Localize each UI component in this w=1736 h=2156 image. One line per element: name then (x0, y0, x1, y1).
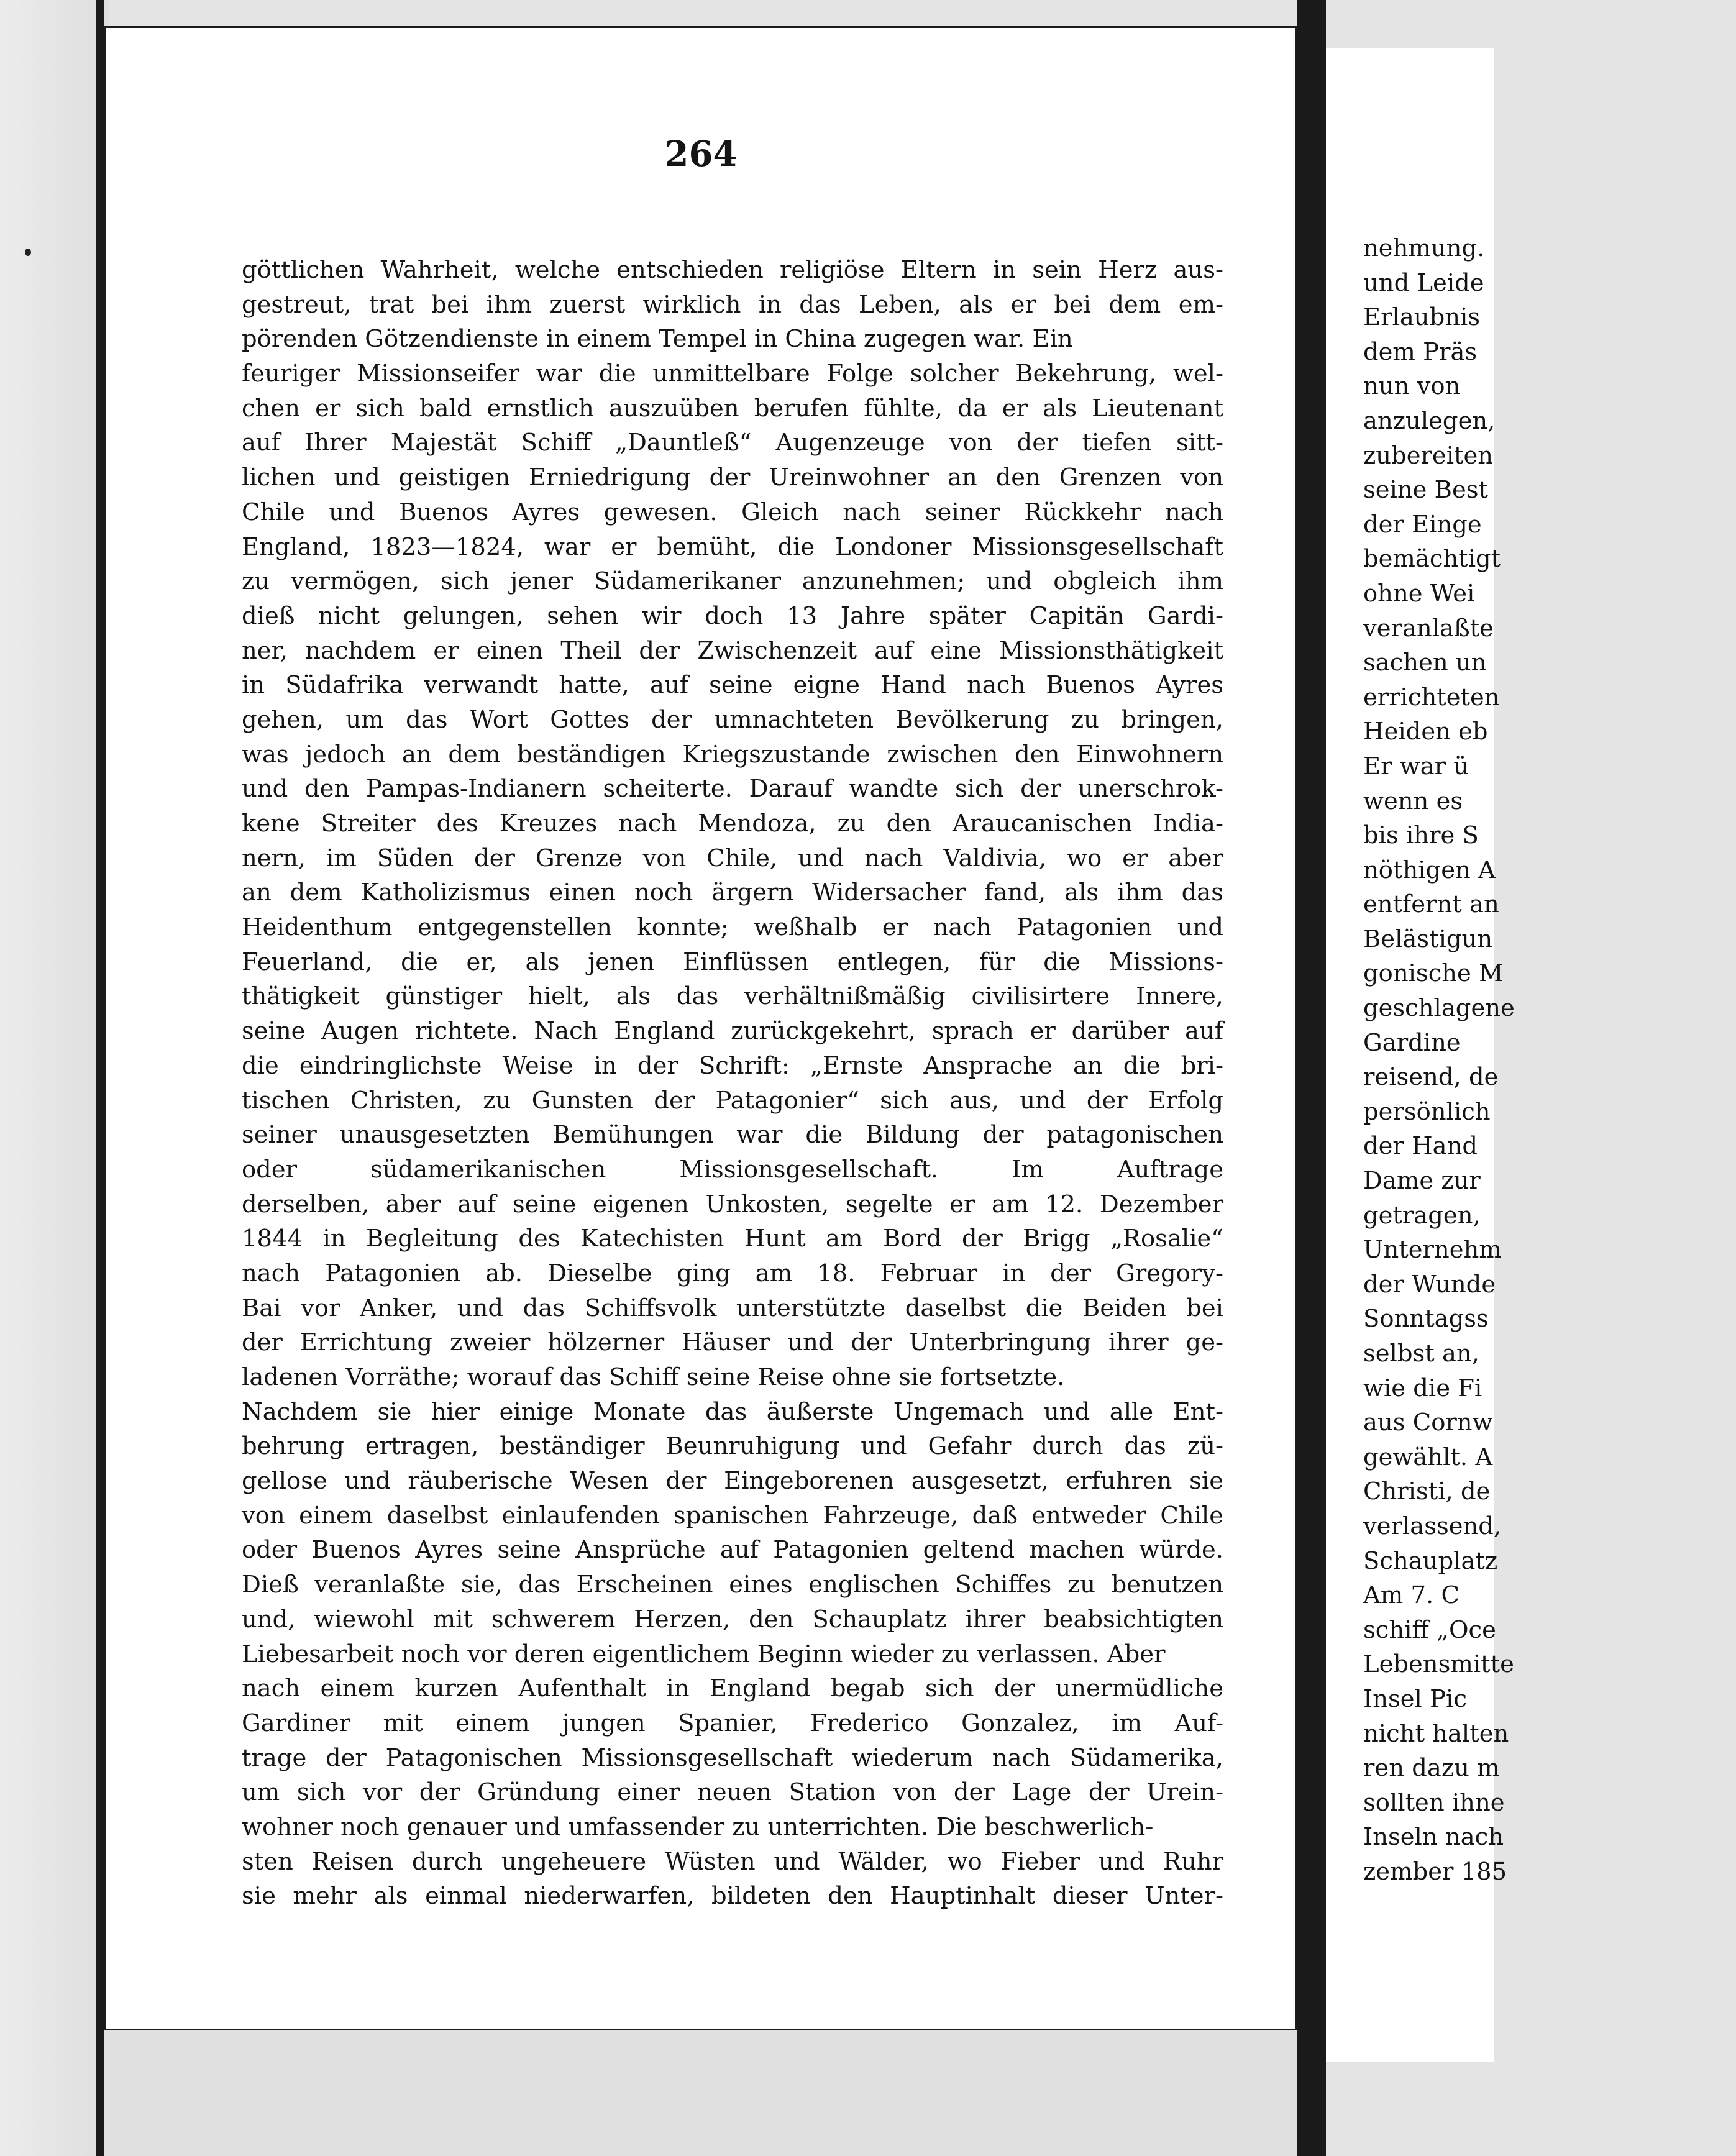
left-page-edge (96, 0, 104, 2156)
scan-bottom-margin (104, 2030, 1297, 2156)
text-line: göttlichen Wahrheit, welche entschieden religiöse Eltern in sein Herz aus- (242, 256, 1223, 284)
text-line: chen er sich bald ernstlich auszuüben berufen fühlte, da er als Lieutenant (242, 394, 1223, 423)
right-text-line: Christi, de (1363, 1478, 1491, 1506)
text-line: von einem daselbst einlaufenden spanischen Fahrzeuge, daß entweder Chile (242, 1501, 1223, 1530)
right-text-line: ren dazu m (1363, 1754, 1500, 1783)
right-text-line: gewählt. A (1363, 1443, 1493, 1471)
right-text-line: aus Cornw (1363, 1409, 1493, 1437)
right-text-line: Lebensmitte (1363, 1650, 1514, 1679)
text-line: trage der Patagonischen Missionsgesellschaft wiederum nach Südamerika, (242, 1743, 1223, 1772)
text-line: feuriger Missionseifer war die unmittelbare Folge solcher Bekehrung, wel- (242, 360, 1223, 388)
right-text-line: geschlagene (1363, 994, 1515, 1023)
right-text-line: Belästigun (1363, 925, 1493, 953)
text-line: ner, nachdem er einen Theil der Zwischenzeit auf eine Missionsthätigkeit (242, 636, 1223, 665)
text-line: Heidenthum entgegenstellen konnte; weßhalb er nach Patagonien und (242, 913, 1223, 942)
text-line: thätigkeit günstiger hielt, als das verhältnißmäßig civilisirtere Innere, (242, 982, 1223, 1011)
left-page (104, 26, 1297, 2030)
book-gutter (1297, 0, 1326, 2156)
text-line: wohner noch genauer und umfassender zu unterrichten. Die beschwerlich- (242, 1812, 1154, 1841)
text-line: pörenden Götzendienste in einem Tempel in China zugegen war. Ein (242, 325, 1073, 354)
text-line: auf Ihrer Majestät Schiff „Dauntleß“ Augenzeuge von der tiefen sitt- (242, 429, 1223, 457)
right-text-line: Gardine (1363, 1028, 1461, 1057)
text-line: kene Streiter des Kreuzes nach Mendoza, zu den Araucanischen India- (242, 810, 1223, 838)
text-line: oder Buenos Ayres seine Ansprüche auf Patagonien geltend machen würde. (242, 1536, 1223, 1564)
right-text-line: gonische M (1363, 959, 1504, 988)
text-line: nach einem kurzen Aufenthalt in England begab sich der unermüdliche (242, 1674, 1223, 1703)
right-text-line: Heiden eb (1363, 718, 1488, 746)
right-text-line: bemächtigt (1363, 545, 1501, 573)
scan-speck (25, 249, 31, 256)
text-line: Chile und Buenos Ayres gewesen. Gleich nach seiner Rückkehr nach (242, 498, 1223, 526)
text-line: oder südamerikanischen Missionsgesellschaft. Im Auftrage (242, 1155, 1223, 1184)
right-text-line: der Wunde (1363, 1270, 1496, 1299)
text-line: Dieß veranlaßte sie, das Erscheinen eines englischen Schiffes zu benutzen (242, 1571, 1223, 1599)
right-text-line: sollten ihne (1363, 1788, 1505, 1817)
right-text-line: bis ihre S (1363, 821, 1479, 850)
right-text-line: Am 7. C (1363, 1581, 1460, 1610)
text-line: Liebesarbeit noch vor deren eigentlichem Beginn wieder zu verlassen. Aber (242, 1640, 1166, 1668)
text-line: seiner unausgesetzten Bemühungen war die Bildung der patagonischen (242, 1121, 1223, 1149)
text-line: behrung ertragen, beständiger Beunruhigung und Gefahr durch das zü- (242, 1432, 1223, 1461)
right-text-line: Erlaubnis (1363, 303, 1481, 332)
right-text-line: getragen, (1363, 1201, 1481, 1230)
page-body-text (242, 253, 1223, 1914)
right-text-line: sachen un (1363, 649, 1487, 677)
right-text-line: Dame zur (1363, 1167, 1481, 1195)
text-line: gellose und räuberische Wesen der Eingeborenen ausgesetzt, erfuhren sie (242, 1467, 1223, 1496)
right-text-line: verlassend, (1363, 1512, 1502, 1540)
book-spine-margin (0, 0, 109, 2156)
text-line: England, 1823—1824, war er bemüht, die Londoner Missionsgesellschaft (242, 532, 1223, 561)
text-line: der Errichtung zweier hölzerner Häuser und der Unterbringung ihrer ge- (242, 1328, 1223, 1357)
right-text-line: zubereiten (1363, 441, 1494, 470)
right-text-line: der Einge (1363, 510, 1482, 539)
text-line: Feuerland, die er, als jenen Einflüssen entlegen, für die Missions- (242, 948, 1223, 976)
right-text-line: Schauplatz (1363, 1546, 1498, 1575)
right-text-line: wie die Fi (1363, 1374, 1482, 1402)
text-line: und den Pampas-Indianern scheiterte. Darauf wandte sich der unerschrok- (242, 775, 1223, 803)
right-text-line: Sonntagss (1363, 1305, 1489, 1333)
text-line: in Südafrika verwandt hatte, auf seine eigne Hand nach Buenos Ayres (242, 671, 1223, 700)
right-text-line: nehmung. (1363, 234, 1485, 262)
right-text-line: Insel Pic (1363, 1684, 1467, 1713)
text-line: nern, im Süden der Grenze von Chile, und nach Valdivia, wo er aber (242, 844, 1223, 872)
text-line: dieß nicht gelungen, sehen wir doch 13 Jahre später Capitän Gardi- (242, 601, 1223, 630)
right-text-line: anzulegen, (1363, 406, 1496, 435)
text-line: an dem Katholizismus einen noch ärgern Widersacher fand, als ihm das (242, 879, 1223, 907)
text-line: 1844 in Begleitung des Katechisten Hunt am Bord der Brigg „Rosalie“ (242, 1225, 1223, 1253)
text-line: lichen und geistigen Erniedrigung der Ureinwohner an den Grenzen von (242, 464, 1223, 492)
text-line: nach Patagonien ab. Dieselbe ging am 18. Februar in der Gregory- (242, 1259, 1223, 1287)
right-text-line: Er war ü (1363, 752, 1469, 780)
right-text-line: veranlaßte (1363, 614, 1494, 642)
text-line: Gardiner mit einem jungen Spanier, Frederico Gonzalez, im Auf- (242, 1709, 1223, 1737)
right-text-line: ohne Wei (1363, 579, 1475, 608)
text-line: zu vermögen, sich jener Südamerikaner anzunehmen; und obgleich ihm (242, 567, 1223, 596)
right-text-line: wenn es (1363, 787, 1463, 815)
text-line: ladenen Vorräthe; worauf das Schiff seine Reise ohne sie fortsetzte. (242, 1363, 1065, 1391)
right-text-line: und Leide (1363, 268, 1484, 297)
right-text-line: reisend, de (1363, 1063, 1499, 1092)
right-text-line: zember 185 (1363, 1857, 1507, 1886)
text-line: gestreut, trat bei ihm zuerst wirklich in das Leben, als er bei dem em- (242, 290, 1223, 319)
right-text-line: schiff „Oce (1363, 1615, 1496, 1644)
text-line: und, wiewohl mit schwerem Herzen, den Schauplatz ihrer beabsichtigten (242, 1605, 1223, 1633)
text-line: derselben, aber auf seine eigenen Unkosten, segelte er am 12. Dezember (242, 1190, 1223, 1218)
right-text-line: dem Präs (1363, 337, 1478, 366)
text-line: die eindringlichste Weise in der Schrift: „Ernste Ansprache an die bri- (242, 1051, 1223, 1080)
text-line: um sich vor der Gründung einer neuen Station von der Lage der Urein- (242, 1778, 1223, 1807)
right-text-line: entfernt an (1363, 890, 1499, 919)
right-text-line: errichteten (1363, 683, 1500, 711)
right-text-line: Unternehm (1363, 1236, 1502, 1264)
right-text-line: nicht halten (1363, 1719, 1509, 1748)
text-line: tischen Christen, zu Gunsten der Patagonier“ sich aus, und der Erfolg (242, 1086, 1223, 1115)
right-page-text (1363, 231, 1736, 1889)
text-line: gehen, um das Wort Gottes der umnachteten Bevölkerung zu bringen, (242, 705, 1223, 734)
right-text-line: selbst an, (1363, 1340, 1479, 1368)
right-text-line: nun von (1363, 372, 1461, 401)
right-text-line: der Hand (1363, 1132, 1478, 1161)
right-text-line: Inseln nach (1363, 1823, 1504, 1852)
right-page-fragment (1326, 48, 1515, 2062)
right-text-line: seine Best (1363, 476, 1488, 505)
right-text-line: nöthigen A (1363, 856, 1496, 884)
text-line: sie mehr als einmal niederwarfen, bildeten den Hauptinhalt dieser Unter- (242, 1882, 1223, 1911)
text-line: Nachdem sie hier einige Monate das äußerste Ungemach und alle Ent- (242, 1397, 1223, 1426)
right-text-line: persönlich (1363, 1097, 1491, 1126)
text-line: Bai vor Anker, und das Schiffsvolk unterstützte daselbst die Beiden bei (242, 1294, 1223, 1322)
text-line: was jedoch an dem beständigen Kriegszustande zwischen den Einwohnern (242, 740, 1223, 769)
text-line: sten Reisen durch ungeheuere Wüsten und Wälder, wo Fieber und Ruhr (242, 1847, 1223, 1876)
page-number: 264 (664, 134, 738, 175)
text-line: seine Augen richtete. Nach England zurückgekehrt, sprach er darüber auf (242, 1017, 1223, 1046)
